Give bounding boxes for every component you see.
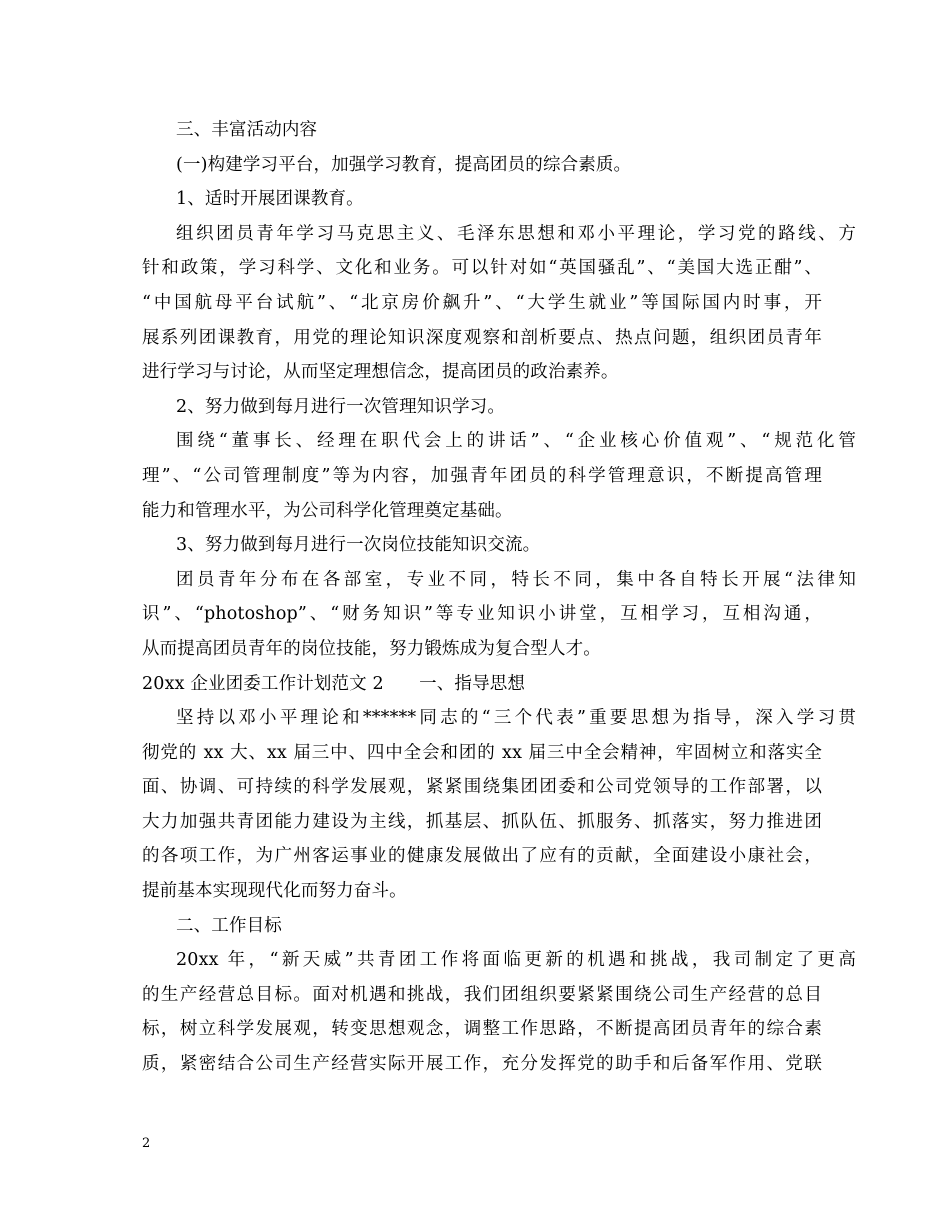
paragraph-line: 坚持以邓小平理论和******同志的“三个代表”重要思想为指导，深入学习贯 — [176, 708, 856, 729]
paragraph-line: 提前基本实现现代化而努力奋斗。 — [142, 881, 407, 902]
paragraph-line: 组织团员青年学习马克思主义、毛泽东思想和邓小平理论，学习党的路线、方 — [176, 223, 856, 244]
paragraph-line: 的生产经营总目标。面对机遇和挑战，我们团组织要紧紧围绕公司生产经营的总目 — [142, 984, 822, 1005]
paragraph-line: 的各项工作，为广州客运事业的健康发展做出了应有的贡献，全面建设小康社会， — [142, 846, 822, 867]
paragraph-line: 20xx 年，“新天威”共青团工作将面临更新的机遇和挑战，我司制定了更高 — [176, 950, 856, 971]
paragraph-line: 团员青年分布在各部室，专业不同，特长不同，集中各自特长开展“法律知 — [176, 569, 856, 590]
paragraph-line: 针和政策，学习科学、文化和业务。可以针对如“英国骚乱”、“美国大选正酣”、 — [142, 258, 822, 279]
document-title-line: 20xx 企业团委工作计划范文 2 一、指导思想 — [142, 673, 526, 694]
paragraph-line: 围绕“董事长、经理在职代会上的讲话”、“企业核心价值观”、“规范化管 — [176, 431, 856, 452]
paragraph-line: 大力加强共青团能力建设为主线，抓基层、抓队伍、抓服务、抓落实，努力推进团 — [142, 811, 822, 832]
paragraph-line: 标，树立科学发展观，转变思想观念，调整工作思路，不断提高团员青年的综合素 — [142, 1019, 822, 1040]
paragraph-line: 识”、“photoshop”、“财务知识”等专业知识小讲堂，互相学习，互相沟通， — [142, 604, 822, 625]
document-body — [142, 113, 856, 1082]
item-heading: 3、努力做到每月进行一次岗位技能知识交流。 — [176, 535, 541, 556]
item-heading: 2、努力做到每月进行一次管理知识学习。 — [176, 396, 505, 417]
paragraph-line: 理”、“公司管理制度”等为内容，加强青年团员的科学管理意识，不断提高管理 — [142, 465, 822, 486]
section-heading: 三、丰富活动内容 — [176, 120, 318, 140]
paragraph-line: 展系列团课教育，用党的理论知识深度观察和剖析要点、热点问题，组织团员青年 — [142, 327, 822, 348]
subsection-heading: (一)构建学习平台，加强学习教育，提高团员的综合素质。 — [176, 154, 632, 175]
paragraph-line: 从而提高团员青年的岗位技能，努力锻炼成为复合型人才。 — [142, 638, 601, 659]
paragraph-line: 面、协调、可持续的科学发展观，紧紧围绕集团团委和公司党领导的工作部署，以 — [142, 777, 822, 798]
paragraph-line: 彻党的 xx 大、xx 届三中、四中全会和团的 xx 届三中全会精神，牢固树立和落实全 — [142, 742, 822, 763]
paragraph-line: 进行学习与讨论，从而坚定理想信念，提高团员的政治素养。 — [142, 362, 619, 383]
item-heading: 1、适时开展团课教育。 — [176, 189, 364, 210]
paragraph-line: 质，紧密结合公司生产经营实际开展工作，充分发挥党的助手和后备军作用、党联 — [142, 1054, 822, 1075]
paragraph-line: “中国航母平台试航”、“北京房价飙升”、“大学生就业”等国际国内时事，开 — [142, 292, 822, 313]
page-number: 2 — [142, 1136, 151, 1151]
section-heading: 二、工作目标 — [176, 915, 282, 936]
paragraph-line: 能力和管理水平，为公司科学化管理奠定基础。 — [142, 500, 513, 521]
